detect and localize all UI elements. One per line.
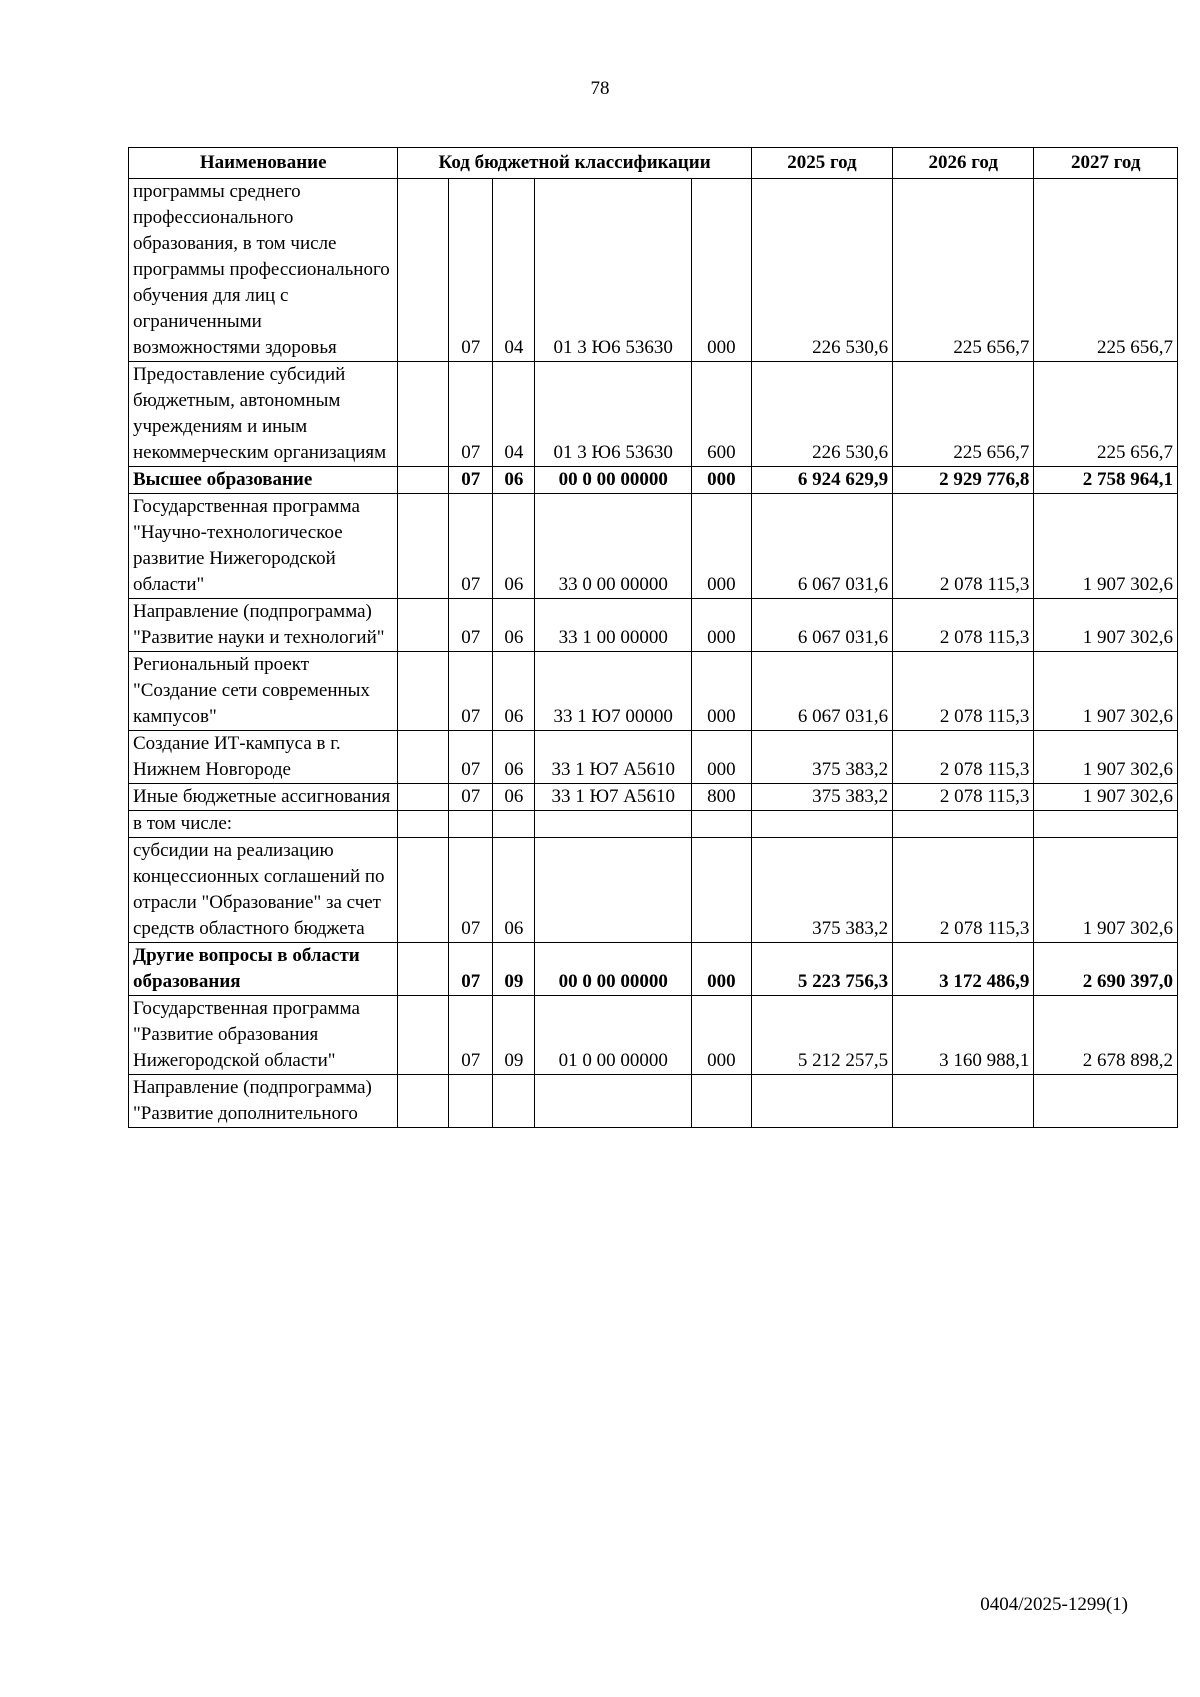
- value-2026: [893, 811, 1034, 838]
- table-row: [129, 179, 1178, 362]
- value-2026: 3 172 486,9: [893, 943, 1034, 996]
- table-row: [129, 784, 1178, 811]
- code-target-article: 00 0 00 00000: [535, 467, 692, 494]
- value-2025: [751, 1075, 892, 1128]
- value-2027: [1034, 1075, 1178, 1128]
- value-2025: 5 223 756,3: [751, 943, 892, 996]
- value-2026: 2 078 115,3: [893, 731, 1034, 784]
- code-expense-type: 000: [692, 599, 752, 652]
- header-2027: 2027 год: [1034, 148, 1178, 179]
- code-target-article: 01 3 Ю6 53630: [535, 362, 692, 467]
- code-blank: [398, 1075, 449, 1128]
- table-body: [129, 179, 1178, 1128]
- document-code: 0404/2025-1299(1): [980, 1594, 1128, 1615]
- code-subsection: 06: [493, 494, 535, 599]
- value-2027: 2 758 964,1: [1034, 467, 1178, 494]
- code-blank: [398, 784, 449, 811]
- code-section: 07: [449, 467, 493, 494]
- code-target-article: 33 1 Ю7 А5610: [535, 731, 692, 784]
- code-expense-type: 000: [692, 943, 752, 996]
- code-blank: [398, 362, 449, 467]
- code-subsection: 06: [493, 652, 535, 731]
- code-section: [449, 811, 493, 838]
- code-blank: [398, 494, 449, 599]
- code-target-article: 01 3 Ю6 53630: [535, 179, 692, 362]
- code-expense-type: 000: [692, 652, 752, 731]
- table-row: [129, 811, 1178, 838]
- code-target-article: 01 0 00 00000: [535, 996, 692, 1075]
- table-row: [129, 1075, 1178, 1128]
- code-blank: [398, 599, 449, 652]
- table-row: [129, 838, 1178, 943]
- value-2027: 225 656,7: [1034, 179, 1178, 362]
- value-2027: 1 907 302,6: [1034, 652, 1178, 731]
- code-section: 07: [449, 731, 493, 784]
- value-2025: 6 067 031,6: [751, 599, 892, 652]
- code-section: [449, 1075, 493, 1128]
- code-section: 07: [449, 494, 493, 599]
- table-row: [129, 494, 1178, 599]
- table-row: [129, 599, 1178, 652]
- value-2025: 375 383,2: [751, 784, 892, 811]
- code-expense-type: 000: [692, 494, 752, 599]
- value-2025: 6 067 031,6: [751, 494, 892, 599]
- code-target-article: 33 1 Ю7 00000: [535, 652, 692, 731]
- header-2025: 2025 год: [751, 148, 892, 179]
- value-2025: [751, 811, 892, 838]
- code-subsection: 06: [493, 784, 535, 811]
- code-subsection: [493, 811, 535, 838]
- code-target-article: 00 0 00 00000: [535, 943, 692, 996]
- code-target-article: [535, 1075, 692, 1128]
- row-name: Направление (подпрограмма) "Развитие дополнительного: [129, 1075, 398, 1128]
- row-name: Государственная программа "Научно-технологическое развитие Нижегородской области": [129, 494, 398, 599]
- table-row: [129, 996, 1178, 1075]
- code-subsection: 06: [493, 599, 535, 652]
- value-2027: 225 656,7: [1034, 362, 1178, 467]
- code-expense-type: [692, 811, 752, 838]
- page-number: 78: [590, 78, 610, 99]
- row-name: Государственная программа "Развитие образования Нижегородской области": [129, 996, 398, 1075]
- code-blank: [398, 943, 449, 996]
- value-2025: 5 212 257,5: [751, 996, 892, 1075]
- code-subsection: 04: [493, 179, 535, 362]
- value-2026: 2 078 115,3: [893, 599, 1034, 652]
- row-name: Направление (подпрограмма) "Развитие науки и технологий": [129, 599, 398, 652]
- table-row: [129, 467, 1178, 494]
- code-target-article: [535, 838, 692, 943]
- value-2026: 2 078 115,3: [893, 784, 1034, 811]
- value-2026: 2 078 115,3: [893, 652, 1034, 731]
- header-code: Код бюджетной классификации: [398, 148, 751, 179]
- table-row: [129, 731, 1178, 784]
- value-2025: 226 530,6: [751, 179, 892, 362]
- header-name: Наименование: [129, 148, 398, 179]
- value-2027: 1 907 302,6: [1034, 599, 1178, 652]
- code-blank: [398, 467, 449, 494]
- value-2026: 2 078 115,3: [893, 494, 1034, 599]
- row-name: субсидии на реализацию концессионных соглашений по отрасли "Образование" за счет средств областного бюджета: [129, 838, 398, 943]
- code-subsection: 06: [493, 467, 535, 494]
- row-name: Иные бюджетные ассигнования: [129, 784, 398, 811]
- row-name: Региональный проект "Создание сети современных кампусов": [129, 652, 398, 731]
- code-blank: [398, 838, 449, 943]
- code-section: 07: [449, 599, 493, 652]
- code-blank: [398, 652, 449, 731]
- header-2026: 2026 год: [893, 148, 1034, 179]
- code-section: 07: [449, 996, 493, 1075]
- row-name: Создание ИТ-кампуса в г. Нижнем Новгороде: [129, 731, 398, 784]
- code-target-article: [535, 811, 692, 838]
- table-header-row: [129, 148, 1178, 179]
- code-blank: [398, 811, 449, 838]
- code-expense-type: 000: [692, 179, 752, 362]
- row-name: программы среднего профессионального образования, в том числе программы профессионального обучения для лиц с ограниченными возможностями здоровья: [129, 179, 398, 362]
- value-2025: 6 067 031,6: [751, 652, 892, 731]
- value-2027: [1034, 811, 1178, 838]
- code-target-article: 33 1 00 00000: [535, 599, 692, 652]
- code-subsection: 09: [493, 943, 535, 996]
- row-name: Предоставление субсидий бюджетным, автономным учреждениям и иным некоммерческим организациям: [129, 362, 398, 467]
- value-2025: 375 383,2: [751, 731, 892, 784]
- code-section: 07: [449, 179, 493, 362]
- row-name: в том числе:: [129, 811, 398, 838]
- code-subsection: 06: [493, 731, 535, 784]
- code-expense-type: 600: [692, 362, 752, 467]
- value-2027: 2 678 898,2: [1034, 996, 1178, 1075]
- code-expense-type: 000: [692, 731, 752, 784]
- code-expense-type: [692, 1075, 752, 1128]
- value-2027: 2 690 397,0: [1034, 943, 1178, 996]
- code-expense-type: 000: [692, 467, 752, 494]
- code-blank: [398, 179, 449, 362]
- value-2026: [893, 1075, 1034, 1128]
- budget-table: [128, 147, 1178, 1128]
- value-2026: 225 656,7: [893, 362, 1034, 467]
- code-section: 07: [449, 784, 493, 811]
- code-section: 07: [449, 652, 493, 731]
- table-row: [129, 652, 1178, 731]
- value-2025: 6 924 629,9: [751, 467, 892, 494]
- row-name: Другие вопросы в области образования: [129, 943, 398, 996]
- value-2026: 2 929 776,8: [893, 467, 1034, 494]
- code-blank: [398, 996, 449, 1075]
- code-subsection: 04: [493, 362, 535, 467]
- value-2027: 1 907 302,6: [1034, 838, 1178, 943]
- value-2027: 1 907 302,6: [1034, 784, 1178, 811]
- code-expense-type: [692, 838, 752, 943]
- row-name: Высшее образование: [129, 467, 398, 494]
- code-blank: [398, 731, 449, 784]
- code-subsection: 06: [493, 838, 535, 943]
- code-expense-type: 000: [692, 996, 752, 1075]
- code-expense-type: 800: [692, 784, 752, 811]
- code-target-article: 33 0 00 00000: [535, 494, 692, 599]
- value-2026: 3 160 988,1: [893, 996, 1034, 1075]
- value-2026: 2 078 115,3: [893, 838, 1034, 943]
- code-section: 07: [449, 838, 493, 943]
- value-2026: 225 656,7: [893, 179, 1034, 362]
- code-subsection: [493, 1075, 535, 1128]
- code-subsection: 09: [493, 996, 535, 1075]
- code-section: 07: [449, 362, 493, 467]
- value-2027: 1 907 302,6: [1034, 494, 1178, 599]
- value-2027: 1 907 302,6: [1034, 731, 1178, 784]
- table-row: [129, 943, 1178, 996]
- code-section: 07: [449, 943, 493, 996]
- code-target-article: 33 1 Ю7 А5610: [535, 784, 692, 811]
- value-2025: 226 530,6: [751, 362, 892, 467]
- value-2025: 375 383,2: [751, 838, 892, 943]
- table-row: [129, 362, 1178, 467]
